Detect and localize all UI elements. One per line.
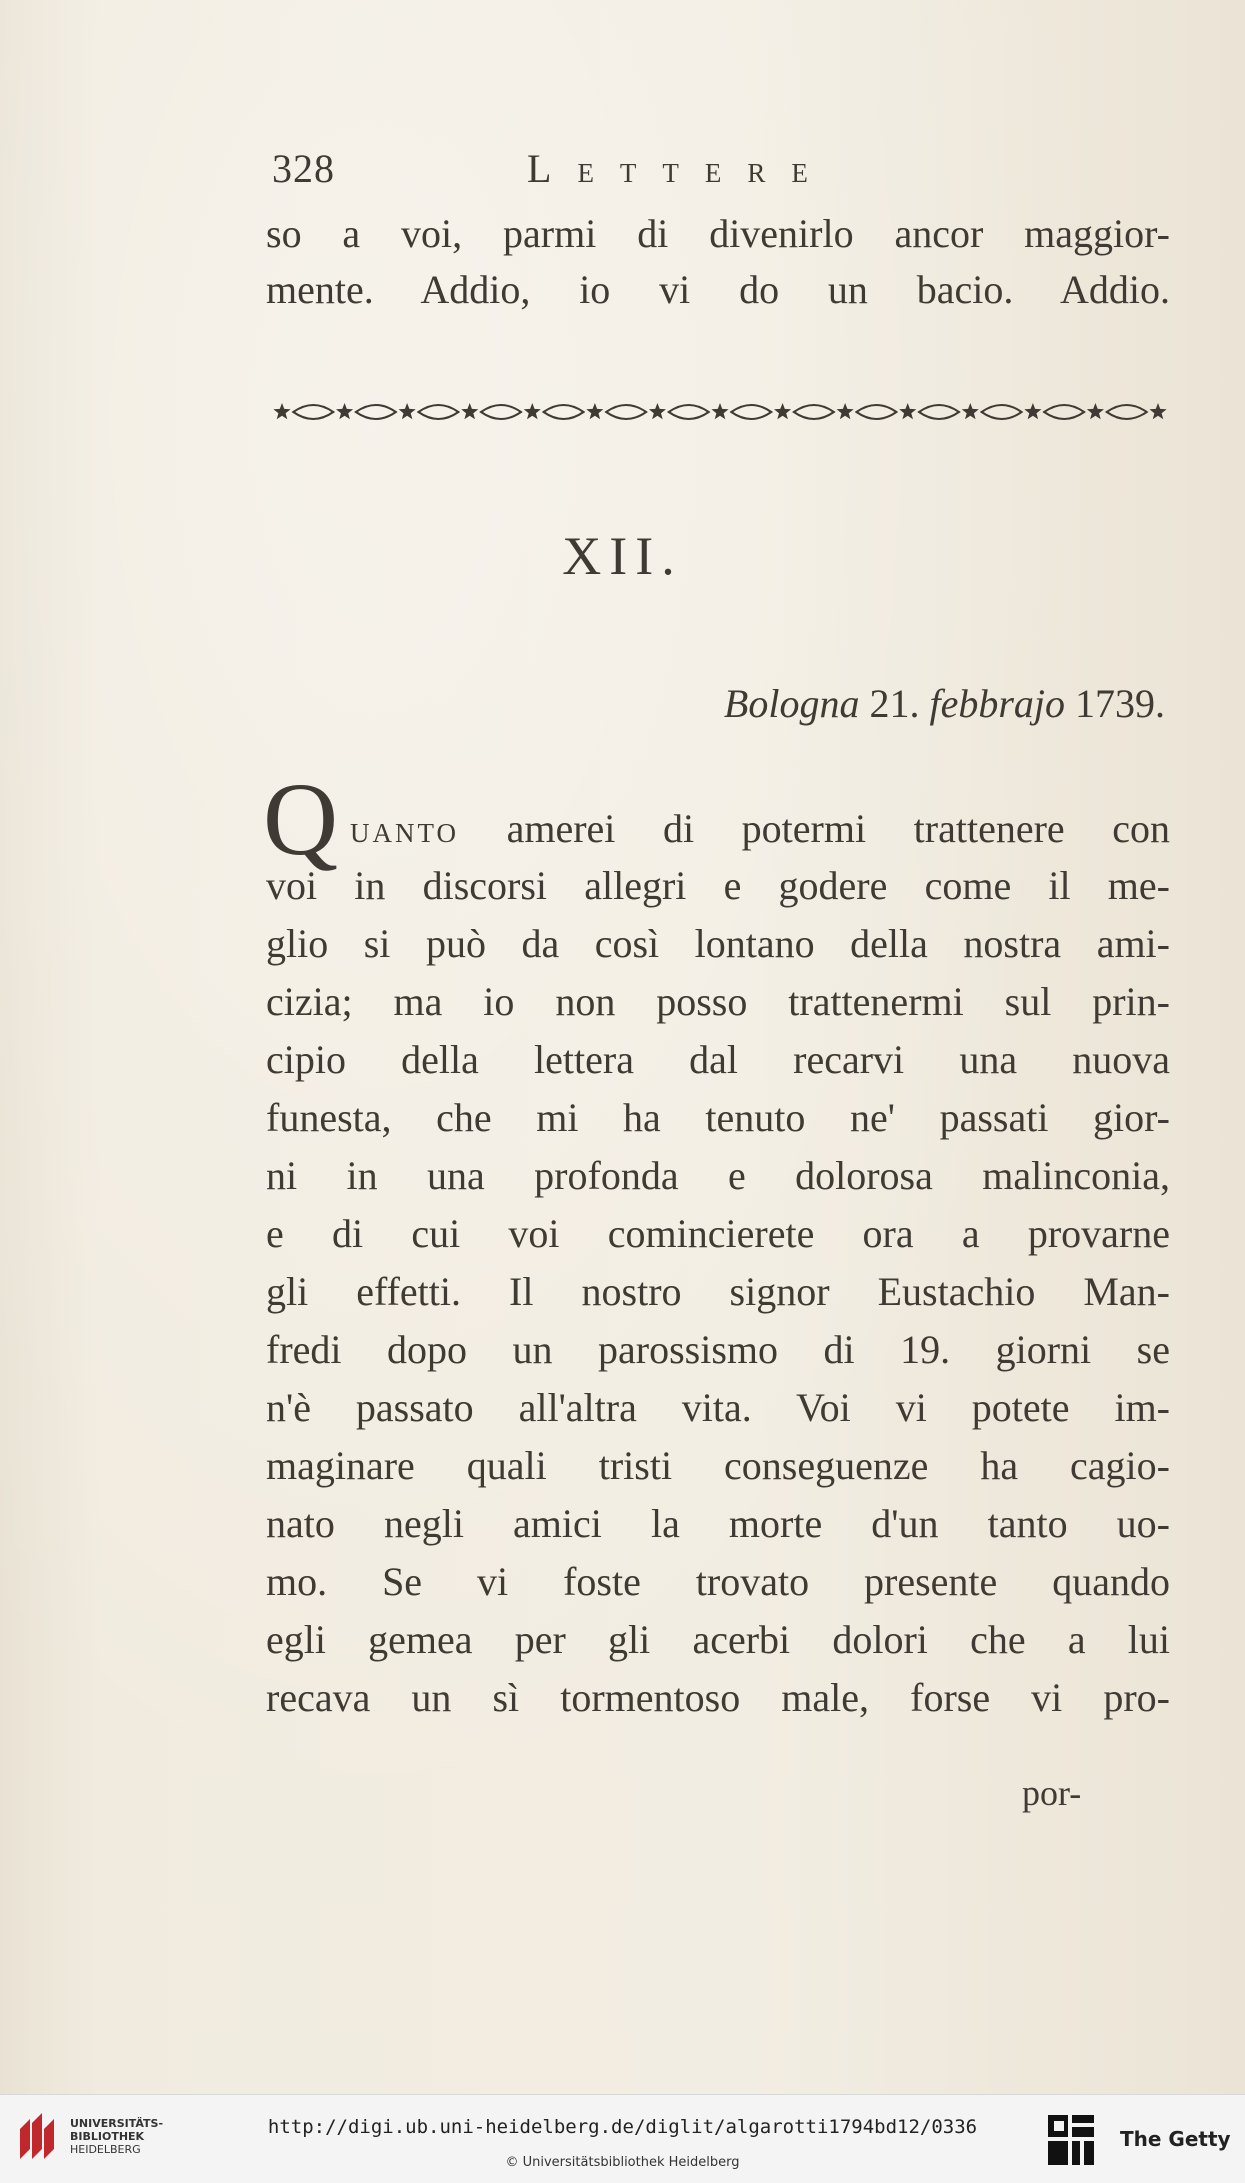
ornament-lens — [481, 405, 521, 419]
ornament-star — [399, 403, 416, 419]
ornament-star — [1087, 403, 1104, 419]
dateline-day: 21. — [869, 681, 920, 726]
text-line: recava un sì tormentoso male, forse vi pro- — [266, 1675, 1170, 1720]
getty-logo-icon — [1044, 2111, 1100, 2169]
ornament-star — [649, 403, 666, 419]
text-line: gli effetti. Il nostro signor Eustachio Man- — [266, 1269, 1170, 1314]
ornament-lens — [669, 405, 709, 419]
text-line: funesta, che mi ha tenuto ne' passati gior- — [266, 1095, 1170, 1140]
page-number: 328 — [272, 146, 335, 191]
chapter-number: XII. — [562, 526, 683, 586]
ornament-star — [774, 403, 791, 419]
dateline-year: 1739. — [1075, 681, 1165, 726]
ornament-lens — [919, 405, 959, 419]
dateline-month: febbrajo — [929, 681, 1065, 726]
text-line: mo. Se vi foste trovato presente quando — [266, 1559, 1170, 1604]
text-line: voi in discorsi allegri e godere come il me- — [266, 863, 1170, 908]
ornament-star — [461, 403, 478, 419]
ornament-star — [837, 403, 854, 419]
dateline — [724, 680, 1165, 727]
first-line-rest: amerei di potermi trattenere con — [506, 806, 1171, 851]
ornament-star — [336, 403, 353, 419]
text-line: cizia; ma io non posso trattenermi sul prin- — [266, 979, 1170, 1024]
text-line: e di cui voi comincierete ora a provarne — [266, 1211, 1170, 1256]
text-line-first — [350, 805, 1170, 852]
text-line: n'è passato all'altra vita. Voi vi potete im- — [266, 1385, 1170, 1430]
text-line: glio si può da così lontano della nostra ami- — [266, 921, 1170, 966]
ornament-star — [524, 403, 541, 419]
ornament-star — [1024, 403, 1041, 419]
ornament-divider — [272, 392, 1168, 432]
ornament-star — [1149, 403, 1166, 419]
ornament-lens — [356, 405, 396, 419]
library-name-line: UNIVERSITÄTS- — [70, 2117, 164, 2130]
text-line: maginare quali tristi conseguenze ha cagio- — [266, 1443, 1170, 1488]
library-name-line: BIBLIOTHEK — [70, 2130, 145, 2143]
text-line: cipio della lettera dal recarvi una nuova — [266, 1037, 1170, 1082]
ornament-lens — [1107, 405, 1147, 419]
catchword: por- — [1022, 1773, 1082, 1813]
page-header — [272, 145, 972, 195]
ornament-lens — [1044, 405, 1084, 419]
ornament-star — [586, 403, 603, 419]
permalink-url[interactable]: http://digi.ub.uni-heidelberg.de/diglit/algarotti1794bd12/0336 — [267, 2116, 978, 2138]
viewer-footer — [0, 2094, 1245, 2183]
library-name-line: HEIDELBERG — [70, 2143, 141, 2156]
text-line: so a voi, parmi di divenirlo ancor maggior- — [266, 211, 1170, 256]
ornament-lens — [418, 405, 458, 419]
text-line: mente. Addio, io vi do un bacio. Addio. — [266, 267, 1170, 312]
running-title-rest: ETTERE — [577, 158, 834, 188]
ornament-lens — [982, 405, 1022, 419]
ornament-lens — [794, 405, 834, 419]
text-line: nato negli amici la morte d'un tanto uo- — [266, 1501, 1170, 1546]
copyright-notice: © Universitätsbibliothek Heidelberg — [505, 2155, 740, 2170]
ornament-star — [962, 403, 979, 419]
running-title-initial: L — [527, 146, 578, 191]
ornament-star — [711, 403, 728, 419]
first-word-smallcaps: UANTO — [350, 818, 459, 848]
drop-cap: Q — [263, 762, 339, 877]
text-line: fredi dopo un parossismo di 19. giorni se — [266, 1327, 1170, 1372]
ornament-lens — [606, 405, 646, 419]
ornament-star — [273, 403, 290, 419]
ornament-star — [899, 403, 916, 419]
running-title — [527, 145, 834, 192]
ornament-lens — [544, 405, 584, 419]
text-line: ni in una profonda e dolorosa malinconia, — [266, 1153, 1170, 1198]
dateline-place: Bologna — [723, 681, 860, 726]
getty-label: The Getty — [1120, 2127, 1231, 2151]
ornament-lens — [731, 405, 771, 419]
ornament-lens — [293, 405, 333, 419]
text-line: egli gemea per gli acerbi dolori che a lui — [266, 1617, 1170, 1662]
ornament-lens — [856, 405, 896, 419]
